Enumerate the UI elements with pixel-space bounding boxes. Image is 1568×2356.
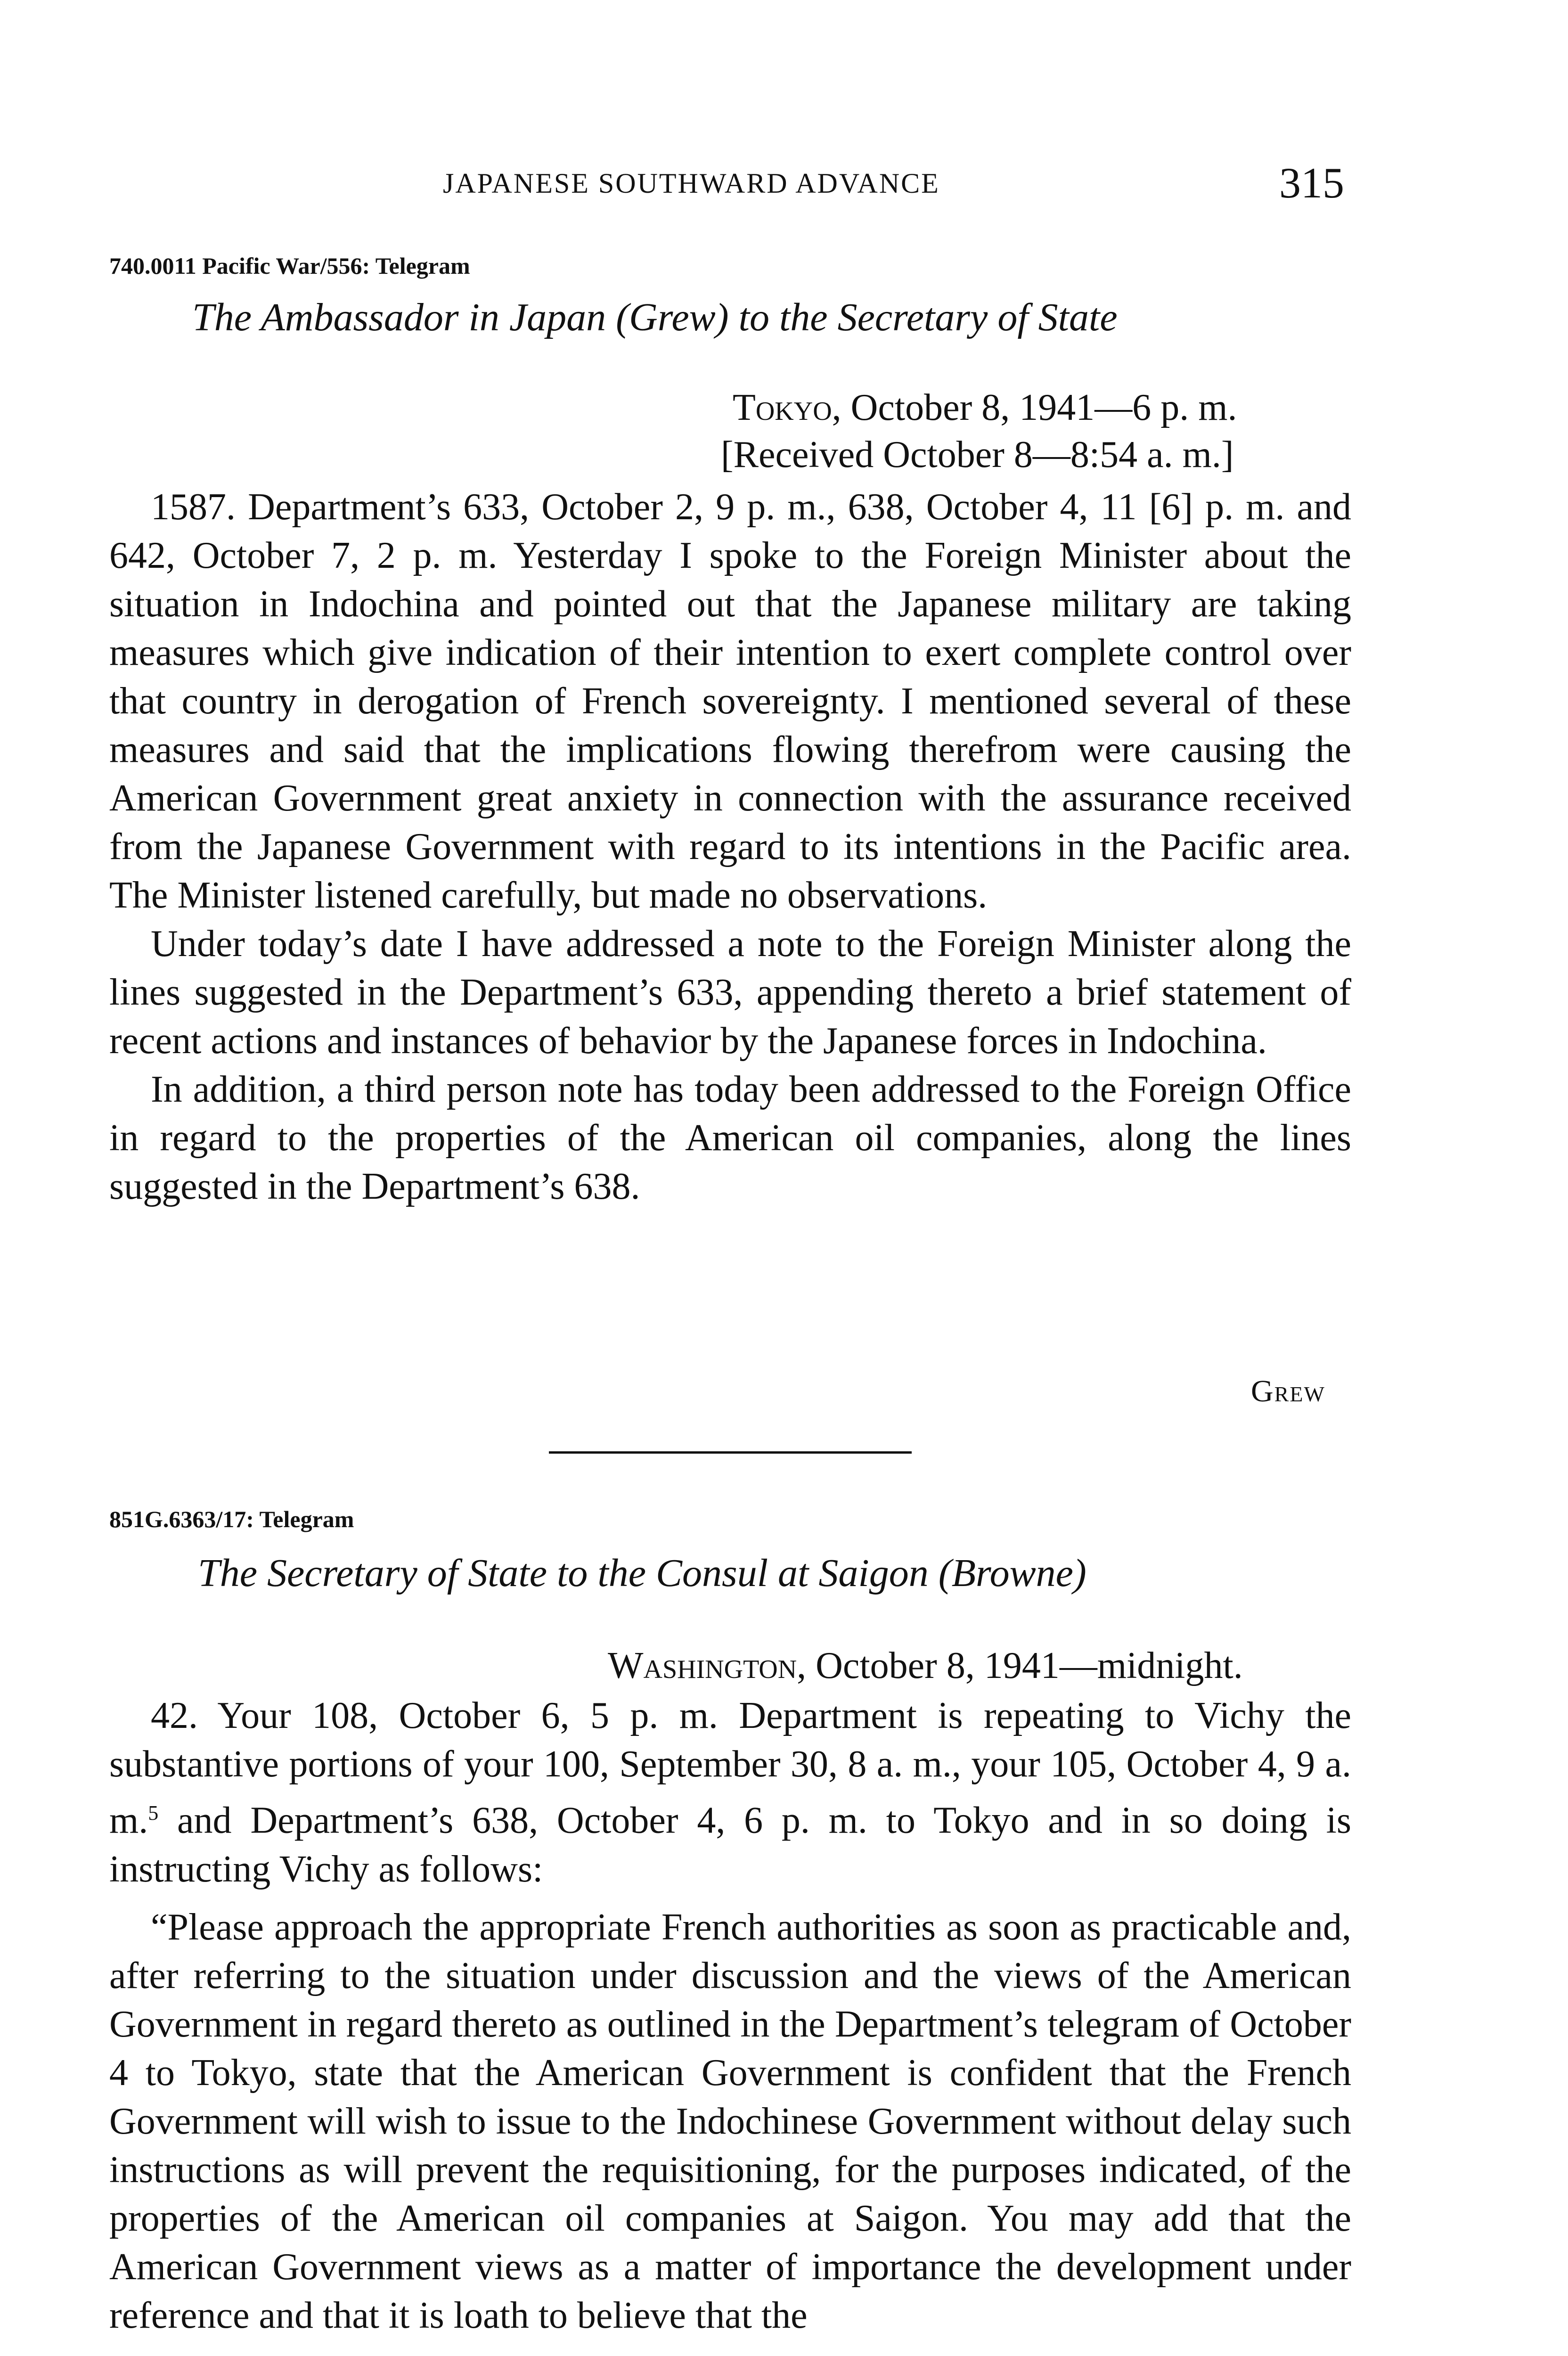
paragraph: 1587. Department’s 633, October 2, 9 p. m., 638, October 4, 11 [6] p. m. and 642, October 7, 2 p. m. Yesterday I spoke to the Foreign Minister about the situation in Indochina and pointed out that the Japanese military are taking measures which give indication of their intention to exert complete control over that country in derogation of French sovereignty. I mentioned several of these measures and said that the implications flowing therefrom were causing the American Government great anxiety in connection with the assurance received from the Japanese Government with regard to its intentions in the Pacific area. The Minister listened carefully, but made no observations. <box>109 486 1351 916</box>
quoted-paragraph: “Please approach the appropriate French authorities as soon as practicable and, after referring to the situation under discussion and the views of the American Government in regard thereto as outlined in the Department’s telegram of October 4 to Tokyo, state that the American Government is confident that the French Government will wish to issue to the Indochinese Government without delay such instructions as will prevent the requisitioning, for the purposes indicated, of the properties of the American oil companies at Saigon. You may add that the American Government views as a matter of importance the development under reference and that it is loath to believe that the <box>109 1906 1351 2336</box>
dateline-date: , October 8, 1941—midnight. <box>797 1645 1243 1686</box>
document-title: The Secretary of State to the Consul at Saigon (Browne) <box>198 1551 1086 1595</box>
section-divider <box>549 1451 912 1454</box>
dateline <box>608 1642 1243 1689</box>
paragraph-text: 42. Your 108, October 6, 5 p. m. Department is repeating to Vichy the substantive portions of your 100, September 30, 8 a. m., your 105, October 4, 9 a. m. <box>109 1695 1351 1841</box>
file-number: 851G.6363/17: Telegram <box>109 1506 354 1532</box>
page-number: 315 <box>1279 159 1344 207</box>
running-head: JAPANESE SOUTHWARD ADVANCE <box>443 168 940 199</box>
paragraph: In addition, a third person note has today been addressed to the Foreign Office in regard to the properties of the American oil companies, along the lines suggested in the Department’s 638. <box>109 1069 1351 1207</box>
telegram-body <box>109 483 1351 1211</box>
signature: Grew <box>1251 1374 1325 1408</box>
paragraph-text: and Department’s 638, October 4, 6 p. m. to Tokyo and in so doing is instructing Vichy as follows: <box>109 1800 1351 1890</box>
dateline <box>733 384 1237 431</box>
received-line: [Received October 8—8:54 a. m.] <box>721 434 1234 475</box>
paragraph <box>109 1692 1351 1894</box>
dateline-date: , October 8, 1941—6 p. m. <box>832 387 1237 428</box>
dateline-place: Tokyo <box>733 387 832 428</box>
paragraph: Under today’s date I have addressed a note to the Foreign Minister along the lines suggested in the Department’s 633, appending thereto a brief statement of recent actions and instances of behavior by the Japanese forces in Indochina. <box>109 923 1351 1062</box>
document-title: The Ambassador in Japan (Grew) to the Secretary of State <box>192 295 1118 339</box>
footnote-reference: 5 <box>148 1801 159 1824</box>
file-number: 740.0011 Pacific War/556: Telegram <box>109 253 470 279</box>
telegram-body <box>109 1692 1351 2340</box>
dateline-place: Washington <box>608 1645 797 1686</box>
